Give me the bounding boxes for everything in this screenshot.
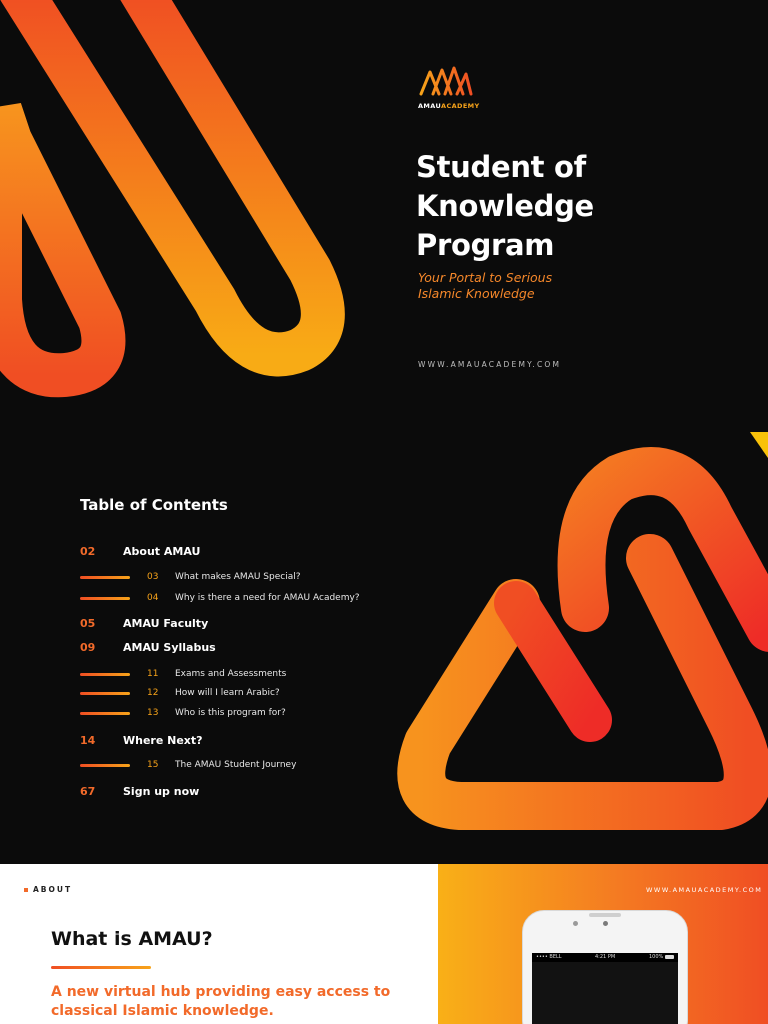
toc-entry-label: About AMAU	[123, 545, 201, 558]
cover-title-line: Knowledge	[416, 189, 594, 223]
cover-title-line: Program	[416, 228, 555, 262]
toc-subentry-line	[80, 673, 130, 676]
phone-camera-icon	[573, 921, 578, 926]
cover-subtitle	[418, 270, 552, 302]
about-description-line: classical Islamic knowledge.	[51, 1003, 274, 1019]
toc-page-number: 04	[147, 593, 159, 603]
toc-section	[0, 428, 768, 864]
toc-subentry[interactable]	[80, 708, 380, 720]
toc-page-number: 15	[147, 760, 159, 770]
about-description-line: A new virtual hub providing easy access to	[51, 984, 391, 1000]
toc-subentry[interactable]	[80, 572, 380, 584]
phone-screen	[532, 953, 678, 1024]
toc-subentry-label: Why is there a need for AMAU Academy?	[175, 593, 360, 603]
cover-subtitle-line: Your Portal to Serious	[418, 270, 553, 285]
logo-brand: AMAU	[418, 102, 442, 110]
phone-front-sensor-icon	[603, 921, 608, 926]
phone-status-bar	[532, 953, 678, 962]
toc-entry-label: Sign up now	[123, 785, 200, 798]
toc-subentry[interactable]	[80, 688, 380, 700]
toc-page-number: 09	[80, 641, 96, 654]
toc-entry-label: AMAU Faculty	[123, 617, 209, 630]
cover-section	[0, 0, 768, 428]
toc-subentry[interactable]	[80, 669, 380, 681]
cover-decorative-stripes	[0, 0, 400, 428]
toc-page-number: 03	[147, 572, 159, 582]
phone-earpiece-icon	[589, 913, 621, 917]
toc-subentry-label: What makes AMAU Special?	[175, 572, 301, 582]
toc-subentry[interactable]	[80, 593, 380, 605]
amau-logo-icon	[418, 64, 474, 98]
cover-title-line: Student of	[416, 150, 586, 184]
phone-time: 4:21 PM	[595, 954, 616, 960]
logo-suffix: ACADEMY	[441, 102, 480, 110]
toc-page-number: 14	[80, 734, 96, 747]
toc-title: Table of Contents	[80, 496, 228, 514]
toc-page-number: 12	[147, 688, 159, 698]
about-tag-marker	[24, 888, 28, 892]
toc-page-number: 11	[147, 669, 159, 679]
about-description	[51, 983, 431, 1021]
about-heading-underline	[51, 966, 151, 969]
toc-subentry-line	[80, 764, 130, 767]
about-heading: What is AMAU?	[51, 928, 213, 950]
about-section-tag: ABOUT	[33, 885, 73, 894]
toc-entry-label: AMAU Syllabus	[123, 641, 216, 654]
amau-logo	[418, 64, 480, 110]
toc-subentry-line	[80, 597, 130, 600]
toc-page-number: 02	[80, 545, 96, 558]
about-website-url[interactable]: WWW.AMAUACADEMY.COM	[646, 886, 763, 894]
toc-subentry-line	[80, 576, 130, 579]
toc-subentry-line	[80, 692, 130, 695]
phone-battery: 100%	[649, 954, 664, 960]
toc-subentry[interactable]	[80, 760, 380, 772]
phone-mockup	[522, 910, 688, 1024]
about-section	[0, 864, 768, 1024]
toc-page-number: 67	[80, 785, 96, 798]
toc-entry-label: Where Next?	[123, 734, 203, 747]
toc-subentry-label: Exams and Assessments	[175, 669, 287, 679]
toc-page-number: 13	[147, 708, 159, 718]
toc-page-number: 05	[80, 617, 96, 630]
toc-subentry-label: The AMAU Student Journey	[175, 760, 297, 770]
toc-subentry-line	[80, 712, 130, 715]
toc-subentry-label: How will I learn Arabic?	[175, 688, 280, 698]
battery-icon	[665, 955, 674, 959]
logo-wordmark	[418, 102, 480, 110]
cover-title	[416, 148, 594, 265]
toc-subentry-label: Who is this program for?	[175, 708, 286, 718]
cover-subtitle-line: Islamic Knowledge	[418, 286, 535, 301]
toc-decorative-logo-shape	[380, 428, 768, 864]
about-image-panel	[438, 864, 768, 1024]
phone-carrier: •••• BELL	[536, 954, 562, 960]
cover-website-url[interactable]: WWW.AMAUACADEMY.COM	[418, 360, 562, 369]
